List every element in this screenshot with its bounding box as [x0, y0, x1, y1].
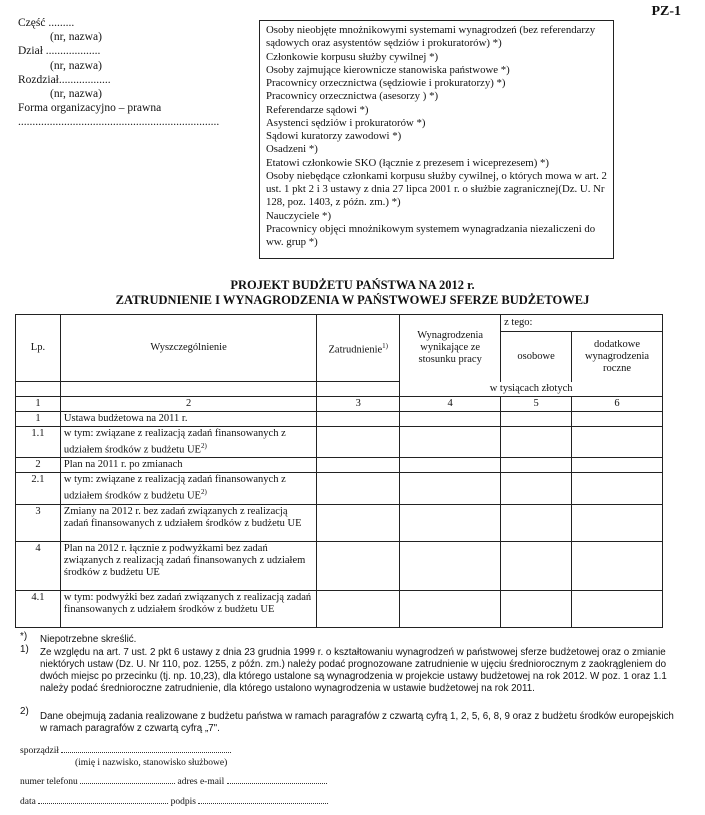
row-text: w tym: związane z realizacją zadań finansowanych z udziałem środków z budżetu UE: [63, 474, 286, 502]
header-dodatkowe: dodatkowe wynagrodzenia roczne: [572, 332, 663, 382]
sporzadzil-field[interactable]: [61, 743, 231, 753]
signature-date: [20, 794, 420, 807]
row-text: Ustawa budżetowa na 2011 r.: [63, 412, 188, 424]
value-cell[interactable]: [501, 411, 572, 426]
row-description: [60, 504, 316, 541]
category-item[interactable]: Osadzeni *): [266, 143, 318, 156]
header-wynagrodzenia: Wynagrodzenia wynikające ze stosunku pracy: [400, 315, 501, 382]
podpis-label: podpis: [170, 797, 196, 807]
header-zatrudnienie: [317, 315, 400, 382]
category-item[interactable]: Pracownicy orzecznictwa (asesorzy ) *): [266, 90, 439, 103]
category-item[interactable]: Członkowie korpusu służby cywilnej *): [266, 50, 439, 63]
budget-table: [15, 314, 663, 628]
table-row: [16, 473, 663, 505]
row-text: w tym: związane z realizacją zadań finansowanych z udziałem środków z budżetu UE: [63, 427, 286, 455]
category-item[interactable]: Osoby nieobjęte mnożnikowymi systemami wynagrodzeń (bez referendarzy sądowych oraz asystentów sędziów i prokuratorów) *): [266, 24, 596, 50]
phone-label: numer telefonu: [20, 777, 78, 787]
category-item[interactable]: Referendarze sądowi *): [266, 103, 369, 116]
category-item[interactable]: Osoby niebędące członkami korpusu służby cywilnej, o których mowa w art. 2 ust. 1 pkt 2 i 3 ustawy z dnia 27 lipca 2001 r. o służbie zagranicznej(Dz. U. Nr 128, poz. 1403, z późn. zm.) *): [266, 169, 607, 209]
email-field[interactable]: [227, 774, 327, 784]
category-item[interactable]: Sądowi kuratorzy zawodowi *): [266, 130, 402, 142]
value-cell[interactable]: [317, 411, 400, 426]
value-cell[interactable]: [501, 541, 572, 590]
table-row: [16, 426, 663, 458]
col-number: 1: [16, 396, 61, 411]
phone-field[interactable]: [80, 774, 175, 784]
table-row: [16, 590, 663, 627]
date-field[interactable]: [38, 794, 168, 804]
footnote-mark: 2): [20, 706, 29, 717]
czesc-hint: (nr, nazwa): [50, 31, 102, 44]
row-lp: 4: [16, 541, 61, 590]
header-wyszczegolnienie: Wyszczególnienie: [60, 315, 316, 382]
footnote-ref: 1): [382, 341, 389, 350]
category-item[interactable]: Asystenci sędziów i prokuratorów *): [266, 116, 426, 129]
date-label: data: [20, 797, 36, 807]
table-row: [16, 541, 663, 590]
category-item[interactable]: Etatowi członkowie SKO (łącznie z prezesem i wiceprezesem) *): [266, 156, 549, 169]
value-cell[interactable]: [572, 504, 663, 541]
row-description: [60, 590, 316, 627]
category-item[interactable]: Osoby zajmujące kierownicze stanowiska państwowe *): [266, 63, 510, 76]
value-cell[interactable]: [317, 426, 400, 458]
col-number: 4: [400, 396, 501, 411]
document-title: PROJEKT BUDŻETU PAŃSTWA NA 2012 r.: [230, 278, 475, 292]
row-text: Plan na 2011 r. po zmianach: [63, 459, 183, 470]
unit-label: w tysiącach złotych: [400, 382, 663, 397]
table-row: [16, 504, 663, 541]
header-left: [18, 16, 248, 130]
col-number: 6: [572, 396, 663, 411]
value-cell[interactable]: [400, 458, 501, 473]
value-cell[interactable]: [572, 590, 663, 627]
footnote-ref: 2): [200, 441, 207, 450]
value-cell[interactable]: [501, 426, 572, 458]
header-z-tego: z tego:: [501, 315, 663, 332]
value-cell[interactable]: [572, 411, 663, 426]
table-row: [16, 458, 663, 473]
value-cell[interactable]: [400, 504, 501, 541]
czesc-field[interactable]: Część .........: [18, 17, 75, 29]
dzial-field[interactable]: Dział ...................: [18, 45, 101, 58]
value-cell[interactable]: [572, 473, 663, 505]
document-subtitle: ZATRUDNIENIE I WYNAGRODZENIA W PAŃSTWOWEJ SFERZE BUDŻETOWEJ: [115, 293, 590, 307]
dzial-hint: (nr, nazwa): [50, 59, 102, 72]
value-cell[interactable]: [572, 458, 663, 473]
value-cell[interactable]: [400, 473, 501, 505]
footnote-2: Dane obejmują zadania realizowane z budżetu państwa w ramach paragrafów z czwartą cyfrą 1, 2, 5, 6, 8, 9 oraz z budżetu środków europejskich w ramach paragrafów z czwartą cyfrą „7".: [40, 711, 674, 734]
footnote-ref: 2): [200, 488, 207, 496]
forma-field[interactable]: ......................................................................: [18, 116, 220, 129]
row-description: [60, 458, 316, 473]
podpis-field[interactable]: [198, 794, 328, 804]
row-description: [60, 411, 316, 426]
value-cell[interactable]: [501, 473, 572, 505]
row-lp: 1.1: [16, 426, 61, 458]
value-cell[interactable]: [317, 458, 400, 473]
row-text: w tym: podwyżki bez zadań związanych z realizacją zadań finansowanych z udziałem środków z budżetu UE: [63, 591, 312, 615]
value-cell[interactable]: [572, 426, 663, 458]
row-text: Zmiany na 2012 r. bez zadań związanych z realizacją zadań finansowanych z udziałem środków z budżetu UE: [63, 505, 302, 529]
row-lp: 3: [16, 504, 61, 541]
footnote-mark: *): [20, 631, 28, 642]
value-cell[interactable]: [317, 541, 400, 590]
employee-category-list: [259, 20, 614, 259]
value-cell[interactable]: [501, 504, 572, 541]
sporzadzil-label: sporządził: [20, 746, 60, 756]
value-cell[interactable]: [400, 426, 501, 458]
value-cell[interactable]: [317, 504, 400, 541]
row-lp: 2: [16, 458, 61, 473]
row-text: Plan na 2012 r. łącznie z podwyżkami bez zadań związanych z realizacją zadań finansowanych z udziałem środków z budżetu UE: [63, 542, 306, 578]
signature-prepared: [20, 743, 320, 756]
footnote-1: Ze względu na art. 7 ust. 2 pkt 6 ustawy z dnia 23 grudnia 1999 r. o kształtowaniu wynagrodzeń w państwowej sferze budżetowej oraz o zmianie niektórych ustaw (Dz. U. Nr 110, poz. 1255, z późn. zm.) należy podać prognozowane zatrudnienie w ujęciu średniorocznym z zaokrągleniem do dwóch miejsc po przecinku (tj. np. 10,23), dla którego ustalone są wynagrodzenia w projekcie ustawy budżetowej na rok 2012. W poz. 1 oraz 1.1 należy podać średnioroczne zatrudnienie, dla którego ustalono wynagrodzenia w ustawie budżetowej na rok 2011.: [40, 647, 667, 694]
value-cell[interactable]: [501, 590, 572, 627]
row-description: [60, 541, 316, 590]
row-description: [60, 426, 316, 458]
form-code: PZ-1: [651, 4, 681, 19]
signature-contact: [20, 774, 420, 787]
footnote-mark: 1): [20, 644, 29, 655]
row-lp: 4.1: [16, 590, 61, 627]
value-cell[interactable]: [400, 541, 501, 590]
row-lp: 1: [16, 411, 61, 426]
header-osobowe: osobowe: [501, 332, 572, 382]
row-lp: 2.1: [16, 473, 61, 505]
table-row: [16, 411, 663, 426]
footnote-star: Niepotrzebne skreślić.: [40, 634, 137, 645]
value-cell[interactable]: [317, 590, 400, 627]
value-cell[interactable]: [317, 473, 400, 505]
row-description: [60, 473, 316, 505]
value-cell[interactable]: [501, 458, 572, 473]
rozdzial-hint: (nr, nazwa): [50, 88, 102, 101]
col-number: 3: [317, 396, 400, 411]
value-cell[interactable]: [400, 590, 501, 627]
col-number: 2: [60, 396, 316, 411]
category-item[interactable]: Pracownicy orzecznictwa (sędziowie i prokuratorzy) *): [266, 77, 506, 89]
sporzadzil-hint: (imię i nazwisko, stanowisko służbowe): [75, 758, 228, 768]
forma-label: Forma organizacyjno – prawna: [18, 102, 162, 115]
email-label: adres e-mail: [177, 777, 225, 787]
col-number: 5: [501, 396, 572, 411]
rozdzial-field[interactable]: Rozdział..................: [18, 73, 111, 86]
header-lp: Lp.: [16, 315, 61, 382]
value-cell[interactable]: [572, 541, 663, 590]
value-cell[interactable]: [400, 411, 501, 426]
header-zatrudnienie-label: Zatrudnienie: [328, 344, 383, 356]
category-item[interactable]: Nauczyciele *): [266, 209, 332, 222]
category-item[interactable]: Pracownicy objęci mnożnikowym systemem wynagradzania niezaliczeni do ww. grup *): [266, 222, 596, 248]
